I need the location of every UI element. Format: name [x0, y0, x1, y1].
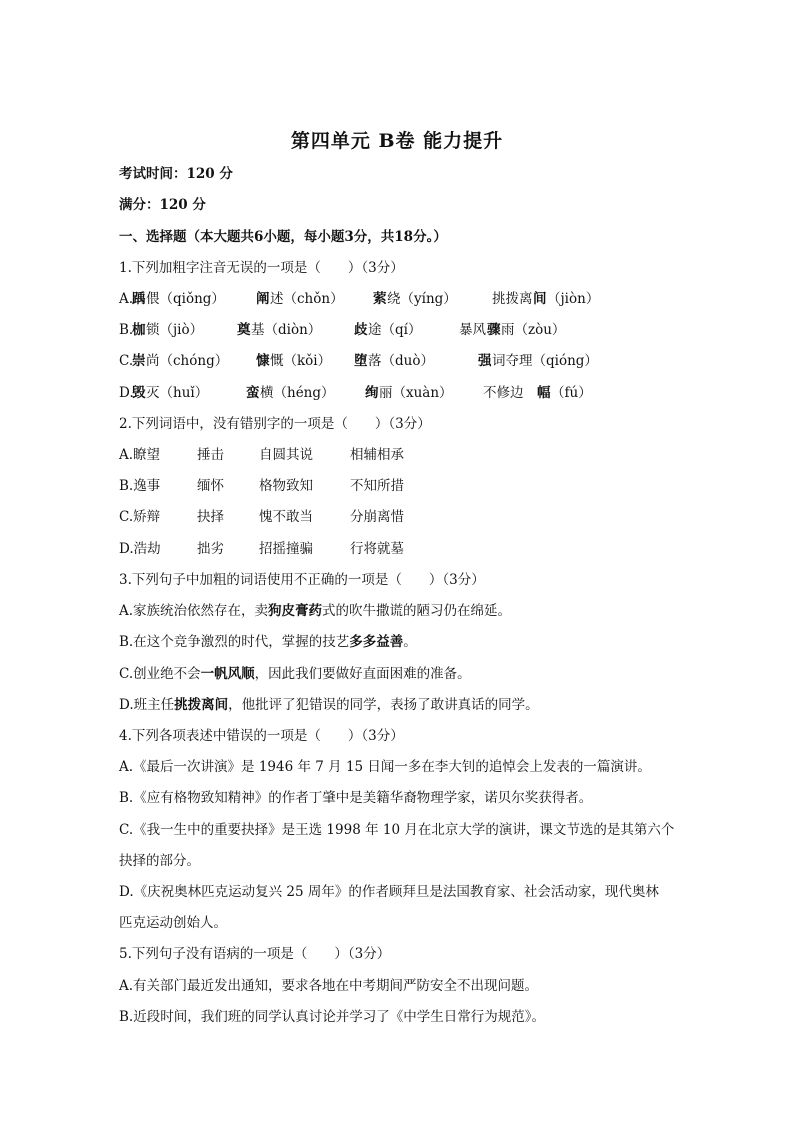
question-3-stem: 3.下列句子中加粗的词语使用不正确的一项是（ ）（3分） — [119, 572, 485, 588]
q4-option-c-cont: 抉择的部分。 — [119, 853, 200, 869]
section-header: 一、选择题（本大题共6小题，每小题3分，共18分。） — [119, 229, 447, 245]
q4-option-d: D.《庆祝奥林匹克运动复兴 25 周年》的作者顾拜旦是法国教育家、社会活动家，现代奥林 — [119, 884, 659, 900]
question-1-stem: 1.下列加粗字注音无误的一项是（ ）（3分） — [119, 260, 404, 276]
q3-option-b: B.在这个竞争激烈的时代，掌握的技艺多多益善。 — [119, 634, 417, 650]
exam-time: 考试时间：120 分 — [119, 166, 233, 182]
full-score: 满分：120 分 — [119, 197, 206, 213]
question-5-stem: 5.下列句子没有语病的一项是（ ）（3分） — [119, 946, 391, 962]
q5-option-b: B.近段时间，我们班的同学认真讨论并学习了《中学生日常行为规范》。 — [119, 1009, 545, 1025]
document-page: 第四单元 B卷 能力提升 考试时间：120 分 满分：120 分 一、选择题（本大题共6小题，每小题3分，共18分。） 1.下列加粗字注音无误的一项是（ ）（3分） A. 踽 偎（qiǒng） 阐 述（chǒn） 萦 绕（yíng） 挑拨离 间 （jiòn） B. 枷 锁（jiò） 奠 基（diòn） 歧 途（qí） 暴风 骤 雨（zòu） C. 崇 尚（chóng） 慷 慨（kǒi） 堕 落（duò） 强 词夺理（qióng） D. 毁 灭（huǐ） 蛮 横（héng） 绚 丽（xuàn） 不修边 幅 （fú） 2.下列词语中，没有错别字的一项是（ ）（3分） A.瞭望 捶击 自圆其说 相辅相承 B.逸事 缅怀 格物致知 不知所措 C.矫辩 抉择 愧不敢当 分崩离惜 D.浩劫 拙劣 招摇撞骗 行将就墓 3.下列句子中加粗的词语使用不正确的一项是（ ）（3分） A.家族统治依然存在，卖狗皮膏药式的吹牛撒谎的陋习仍在绵延。 B.在这个竞争激烈的时代，掌握的技艺多多益善。 C.创业绝不会一帆风顺，因此我们要做好直面困难的准备。 D.班主任挑拨离间，他批评了犯错误的同学，表扬了敢讲真话的同学。 4.下列各项表述中错误的一项是（ ）（3分） A.《最后一次讲演》是 1946 年 7 月 15 日闻一多在李大钊的追悼会上发表的一篇演讲。 B.《应有格物致知精神》的作者丁肇中是美籍华裔物理学家，诺贝尔奖获得者。 C.《我一生中的重要抉择》是王选 1998 年 10 月在北京大学的演讲，课文节选的是其第六个 抉择的部分。 D.《庆祝奥林匹克运动复兴 25 周年》的作者顾拜旦是法国教育家、社会活动家，现代奥林 匹克运动创始人。 5.下列句子没有语病的一项是（ ）（3分） A.有关部门最近发出通知，要求各地在中考期间严防安全不出现问题。 B.近段时间，我们班的同学认真讨论并学习了《中学生日常行为规范》。 — [0, 0, 794, 1123]
page-title: 第四单元 B卷 能力提升 — [290, 130, 504, 152]
q3-option-a: A.家族统治依然存在，卖狗皮膏药式的吹牛撒谎的陋习仍在绵延。 — [119, 603, 512, 619]
q3-option-c: C.创业绝不会一帆风顺，因此我们要做好直面困难的准备。 — [119, 666, 471, 682]
q5-option-a: A.有关部门最近发出通知，要求各地在中考期间严防安全不出现问题。 — [119, 978, 539, 994]
q4-option-a: A.《最后一次讲演》是 1946 年 7 月 15 日闻一多在李大钊的追悼会上发表的一篇演讲。 — [119, 759, 651, 775]
question-4-stem: 4.下列各项表述中错误的一项是（ ）（3分） — [119, 728, 404, 744]
q4-option-c: C.《我一生中的重要抉择》是王选 1998 年 10 月在北京大学的演讲，课文节选的是其第六个 — [119, 822, 675, 838]
question-2-stem: 2.下列词语中，没有错别字的一项是（ ）（3分） — [119, 416, 431, 432]
q3-option-d: D.班主任挑拨离间，他批评了犯错误的同学，表扬了敢讲真话的同学。 — [119, 697, 539, 713]
q4-option-b: B.《应有格物致知精神》的作者丁肇中是美籍华裔物理学家，诺贝尔奖获得者。 — [119, 790, 593, 806]
q4-option-d-cont: 匹克运动创始人。 — [119, 915, 227, 931]
